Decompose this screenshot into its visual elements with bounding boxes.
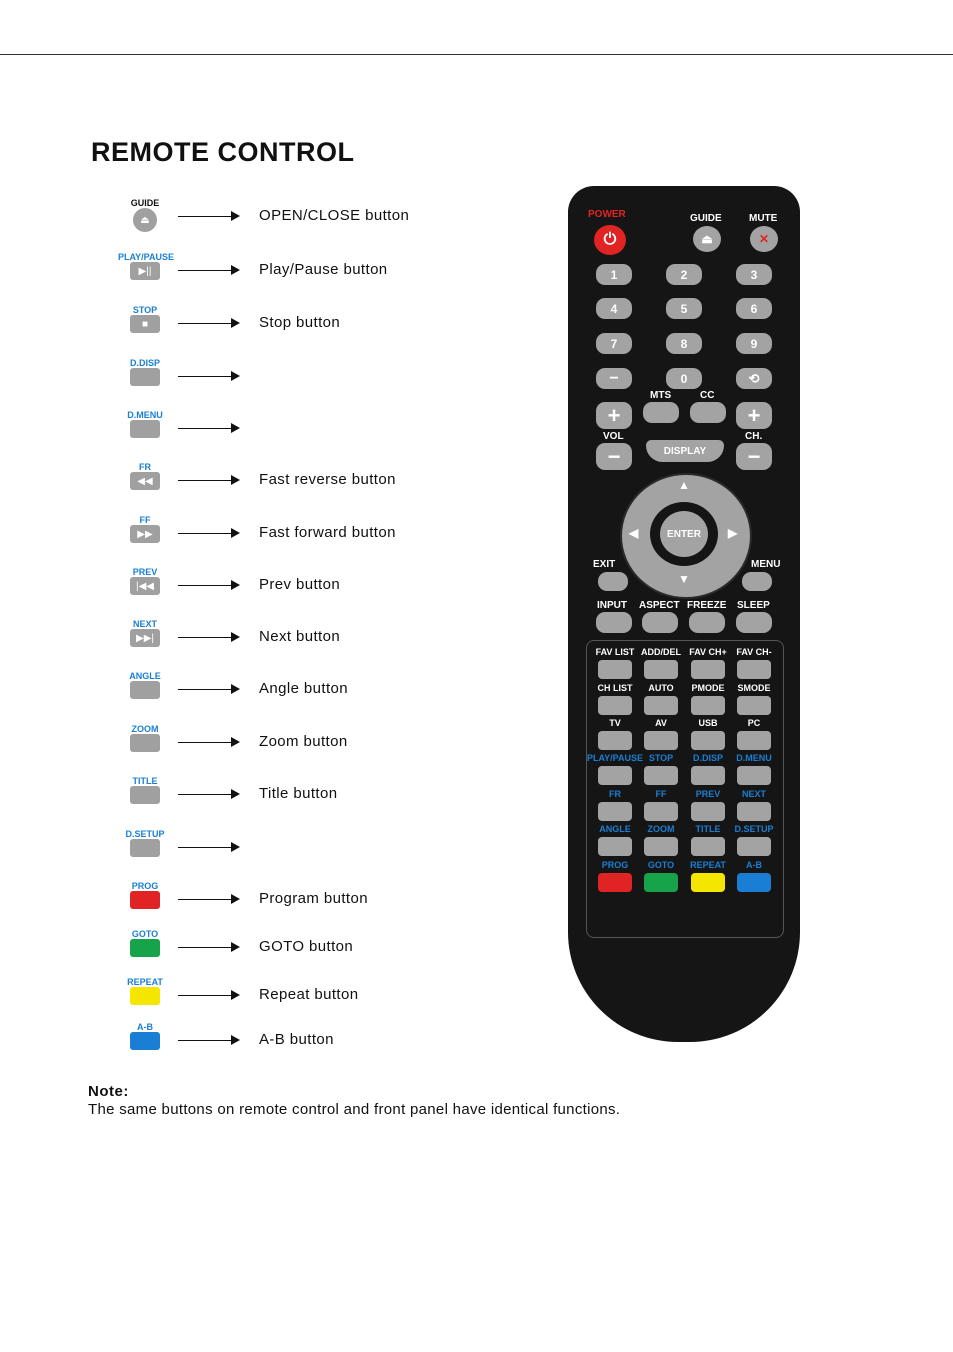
legend-row <box>118 829 448 875</box>
panel-key-button[interactable] <box>598 731 632 750</box>
mute-icon: ✕ <box>758 232 770 246</box>
panel-key-label: FAV CH+ <box>689 647 727 657</box>
legend-row <box>118 358 448 404</box>
page-title: REMOTE CONTROL <box>91 137 355 167</box>
panel-key-label: SMODE <box>737 683 771 693</box>
panel-key-button[interactable] <box>737 731 771 750</box>
digit-4-button[interactable]: 4 <box>596 298 632 319</box>
legend-key-label: ANGLE <box>129 671 161 681</box>
legend-key-button <box>130 681 160 699</box>
power-icon: ⏻ <box>603 231 617 248</box>
digit-1-button[interactable]: 1 <box>596 264 632 285</box>
panel-key-button[interactable] <box>691 660 725 679</box>
panel-key-button[interactable] <box>691 802 725 821</box>
legend-row <box>118 671 448 717</box>
cc-button[interactable] <box>690 402 726 423</box>
sleep-label: SLEEP <box>737 600 770 611</box>
panel-key-button[interactable] <box>691 696 725 715</box>
legend-key-label: NEXT <box>132 619 157 629</box>
arrow-icon <box>178 794 238 795</box>
legend-row <box>118 410 448 456</box>
legend-row <box>118 567 448 613</box>
legend-description: OPEN/CLOSE button <box>259 207 410 224</box>
note-heading: Note: <box>88 1083 129 1100</box>
legend-description: Fast forward button <box>259 524 396 541</box>
digit-7-button[interactable]: 7 <box>596 333 632 354</box>
legend-key-label: PLAY/PAUSE <box>118 252 175 262</box>
legend-description: Angle button <box>259 680 349 697</box>
legend-row <box>118 515 448 561</box>
plus-icon: + <box>747 402 761 428</box>
panel-key-button[interactable] <box>598 873 632 892</box>
panel-key-button[interactable] <box>691 766 725 785</box>
eject-icon: ⏏ <box>701 232 713 246</box>
mute-button[interactable] <box>750 226 778 252</box>
header-rule <box>0 54 953 55</box>
freeze-button[interactable] <box>689 612 725 633</box>
legend-description: Play/Pause button <box>259 261 388 278</box>
eject-icon: ⏏ <box>140 214 150 226</box>
legend-key-label: PREV <box>132 567 158 577</box>
panel-key-button[interactable] <box>644 660 678 679</box>
panel-key-label: PROG <box>601 860 629 870</box>
down-arrow-icon[interactable]: ▼ <box>678 572 690 586</box>
legend-description: Zoom button <box>259 733 348 750</box>
panel-key-button[interactable] <box>644 802 678 821</box>
legend-row <box>118 776 448 822</box>
sleep-button[interactable] <box>736 612 772 633</box>
legend-key-label: GOTO <box>131 929 159 939</box>
legend-key-label: D.SETUP <box>125 829 165 839</box>
panel-key-button[interactable] <box>737 696 771 715</box>
digit-0-button[interactable]: 0 <box>666 368 702 389</box>
legend-key-button <box>130 987 160 1005</box>
panel-key-button[interactable] <box>644 837 678 856</box>
menu-button[interactable] <box>742 572 772 591</box>
legend-key-button <box>130 939 160 957</box>
arrow-icon <box>178 216 238 217</box>
stop-icon: ■ <box>141 318 149 330</box>
legend-row <box>118 198 448 244</box>
minus-icon: − <box>747 443 761 469</box>
input-label: INPUT <box>597 600 627 611</box>
panel-key-label: GOTO <box>647 860 675 870</box>
panel-key-button[interactable] <box>737 766 771 785</box>
legend-key-label: REPEAT <box>127 977 163 987</box>
panel-key-button[interactable] <box>737 837 771 856</box>
legend-row <box>118 977 448 1023</box>
left-arrow-icon[interactable]: ◀ <box>629 526 639 540</box>
panel-key-button[interactable] <box>644 731 678 750</box>
digit-3-button[interactable]: 3 <box>736 264 772 285</box>
panel-key-button[interactable] <box>644 696 678 715</box>
mute-label: MUTE <box>749 213 778 224</box>
panel-key-button[interactable] <box>691 873 725 892</box>
legend-key-button <box>130 1032 160 1050</box>
panel-key-label: CH LIST <box>597 683 633 693</box>
up-arrow-icon[interactable]: ▲ <box>678 478 690 492</box>
digit-6-button[interactable]: 6 <box>736 298 772 319</box>
aspect-label: ASPECT <box>639 600 680 611</box>
arrow-icon <box>178 376 238 377</box>
arrow-icon <box>178 637 238 638</box>
menu-label: MENU <box>751 559 781 570</box>
panel-key-label: D.DISP <box>692 753 723 763</box>
guide-label: GUIDE <box>690 213 722 224</box>
arrow-icon <box>178 847 238 848</box>
digit-5-button[interactable]: 5 <box>666 298 702 319</box>
panel-key-label: NEXT <box>741 789 766 799</box>
panel-key-label: TITLE <box>695 824 721 834</box>
fast-forward-icon: ▶▶ <box>137 528 153 540</box>
panel-key-label: A-B <box>746 860 762 870</box>
ch-down-button[interactable] <box>736 443 772 470</box>
arrow-icon <box>178 428 238 429</box>
legend-key-button <box>130 315 160 333</box>
arrow-icon <box>178 585 238 586</box>
legend-row <box>118 619 448 665</box>
legend-description: Program button <box>259 890 368 907</box>
arrow-icon <box>178 270 238 271</box>
legend-key-button <box>130 629 160 647</box>
legend-row <box>118 881 448 927</box>
panel-key-label: AV <box>655 718 667 728</box>
legend-key-button <box>130 368 160 386</box>
aspect-button[interactable] <box>642 612 678 633</box>
panel-key-label: ADD/DEL <box>641 647 681 657</box>
legend-key-button <box>130 734 160 752</box>
ch-label: CH. <box>745 431 763 442</box>
panel-key-label: PMODE <box>691 683 725 693</box>
panel-key-button[interactable] <box>598 696 632 715</box>
arrow-icon <box>178 742 238 743</box>
legend-key-button <box>130 525 160 543</box>
digit-9-button[interactable]: 9 <box>736 333 772 354</box>
digit-2-button[interactable]: 2 <box>666 264 702 285</box>
legend-key-button <box>130 786 160 804</box>
arrow-icon <box>178 533 238 534</box>
next-icon: ▶▶| <box>136 632 154 644</box>
panel-key-label: D.MENU <box>736 753 772 763</box>
panel-key-button[interactable] <box>598 837 632 856</box>
panel-key-label: PREV <box>695 789 721 799</box>
vol-label: VOL <box>603 431 624 442</box>
prev-icon: |◀◀ <box>136 580 154 592</box>
minus-icon: − <box>607 443 621 469</box>
legend-key-button <box>130 472 160 490</box>
input-button[interactable] <box>596 612 632 633</box>
panel-key-label: STOP <box>648 753 674 763</box>
mts-label: MTS <box>650 390 672 401</box>
recall-icon: ⟲ <box>748 370 760 386</box>
panel-key-button[interactable] <box>644 873 678 892</box>
legend-key-label: FF <box>139 515 151 525</box>
legend-key-button <box>130 891 160 909</box>
legend-key-label: FR <box>139 462 151 472</box>
panel-key-button[interactable] <box>737 660 771 679</box>
panel-key-label: REPEAT <box>690 860 726 870</box>
panel-key-label: FR <box>609 789 621 799</box>
fast-reverse-icon: ◀◀ <box>137 475 153 487</box>
legend-description: A-B button <box>259 1031 334 1048</box>
exit-button[interactable] <box>598 572 628 591</box>
panel-key-label: ZOOM <box>647 824 675 834</box>
digit-8-button[interactable]: 8 <box>666 333 702 354</box>
dash-button[interactable] <box>596 368 632 389</box>
plus-icon: + <box>607 402 621 428</box>
exit-label: EXIT <box>593 559 616 570</box>
legend-key-button <box>130 262 160 280</box>
panel-key-label: PLAY/PAUSE <box>586 753 644 763</box>
guide-button[interactable] <box>693 226 721 252</box>
legend-row <box>118 305 448 351</box>
legend-row <box>118 724 448 770</box>
power-label: POWER <box>588 209 626 220</box>
legend-key-label: GUIDE <box>130 198 160 208</box>
panel-key-button[interactable] <box>598 766 632 785</box>
panel-key-button[interactable] <box>691 731 725 750</box>
panel-key-label: ANGLE <box>599 824 631 834</box>
arrow-icon <box>178 899 238 900</box>
legend-key-button <box>130 420 160 438</box>
legend-key-label: D.DISP <box>129 358 160 368</box>
legend-key-label: D.MENU <box>127 410 163 420</box>
panel-key-label: D.SETUP <box>734 824 774 834</box>
legend-row <box>118 929 448 975</box>
cc-label: CC <box>700 390 715 401</box>
vol-down-button[interactable] <box>596 443 632 470</box>
arrow-icon <box>178 995 238 996</box>
panel-key-button[interactable] <box>644 766 678 785</box>
arrow-icon <box>178 689 238 690</box>
arrow-icon <box>178 323 238 324</box>
panel-key-label: FAV LIST <box>595 647 635 657</box>
panel-key-button[interactable] <box>598 802 632 821</box>
power-button[interactable] <box>594 225 626 255</box>
legend-key-label: STOP <box>132 305 158 315</box>
recall-button[interactable] <box>736 368 772 389</box>
mts-button[interactable] <box>643 402 679 423</box>
panel-key-button[interactable] <box>737 802 771 821</box>
minus-icon: − <box>609 369 619 387</box>
legend-description: Stop button <box>259 314 341 331</box>
enter-button[interactable]: ENTER <box>660 511 708 557</box>
panel-key-label: FAV CH- <box>736 647 772 657</box>
legend-key-button <box>133 208 157 232</box>
legend-description: Prev button <box>259 576 341 593</box>
ch-up-button[interactable] <box>736 402 772 429</box>
legend-row <box>118 252 448 298</box>
legend-description: Next button <box>259 628 341 645</box>
panel-key-label: AUTO <box>648 683 674 693</box>
panel-key-label: USB <box>698 718 718 728</box>
legend-description: Repeat button <box>259 986 359 1003</box>
arrow-icon <box>178 1040 238 1041</box>
legend-description: Title button <box>259 785 338 802</box>
note-text: The same buttons on remote control and front panel have identical functions. <box>88 1101 621 1118</box>
right-arrow-icon[interactable]: ▶ <box>728 526 738 540</box>
legend-key-label: ZOOM <box>131 724 159 734</box>
legend-key-button <box>130 577 160 595</box>
legend-description: GOTO button <box>259 938 354 955</box>
panel-key-label: TV <box>609 718 621 728</box>
vol-up-button[interactable] <box>596 402 632 429</box>
play-pause-icon: ▶|| <box>138 265 152 277</box>
panel-key-button[interactable] <box>691 837 725 856</box>
arrow-icon <box>178 947 238 948</box>
legend-row <box>118 1022 448 1068</box>
panel-key-label: PC <box>747 718 761 728</box>
legend-description: Fast reverse button <box>259 471 396 488</box>
legend-key-label: PROG <box>131 881 159 891</box>
display-button[interactable]: DISPLAY <box>646 440 724 462</box>
freeze-label: FREEZE <box>687 600 727 611</box>
legend-key-label: A-B <box>137 1022 153 1032</box>
legend-key-label: TITLE <box>132 776 158 786</box>
panel-key-button[interactable] <box>598 660 632 679</box>
arrow-icon <box>178 480 238 481</box>
legend-key-button <box>130 839 160 857</box>
legend-row <box>118 462 448 508</box>
panel-key-button[interactable] <box>737 873 771 892</box>
panel-key-label: FF <box>655 789 667 799</box>
